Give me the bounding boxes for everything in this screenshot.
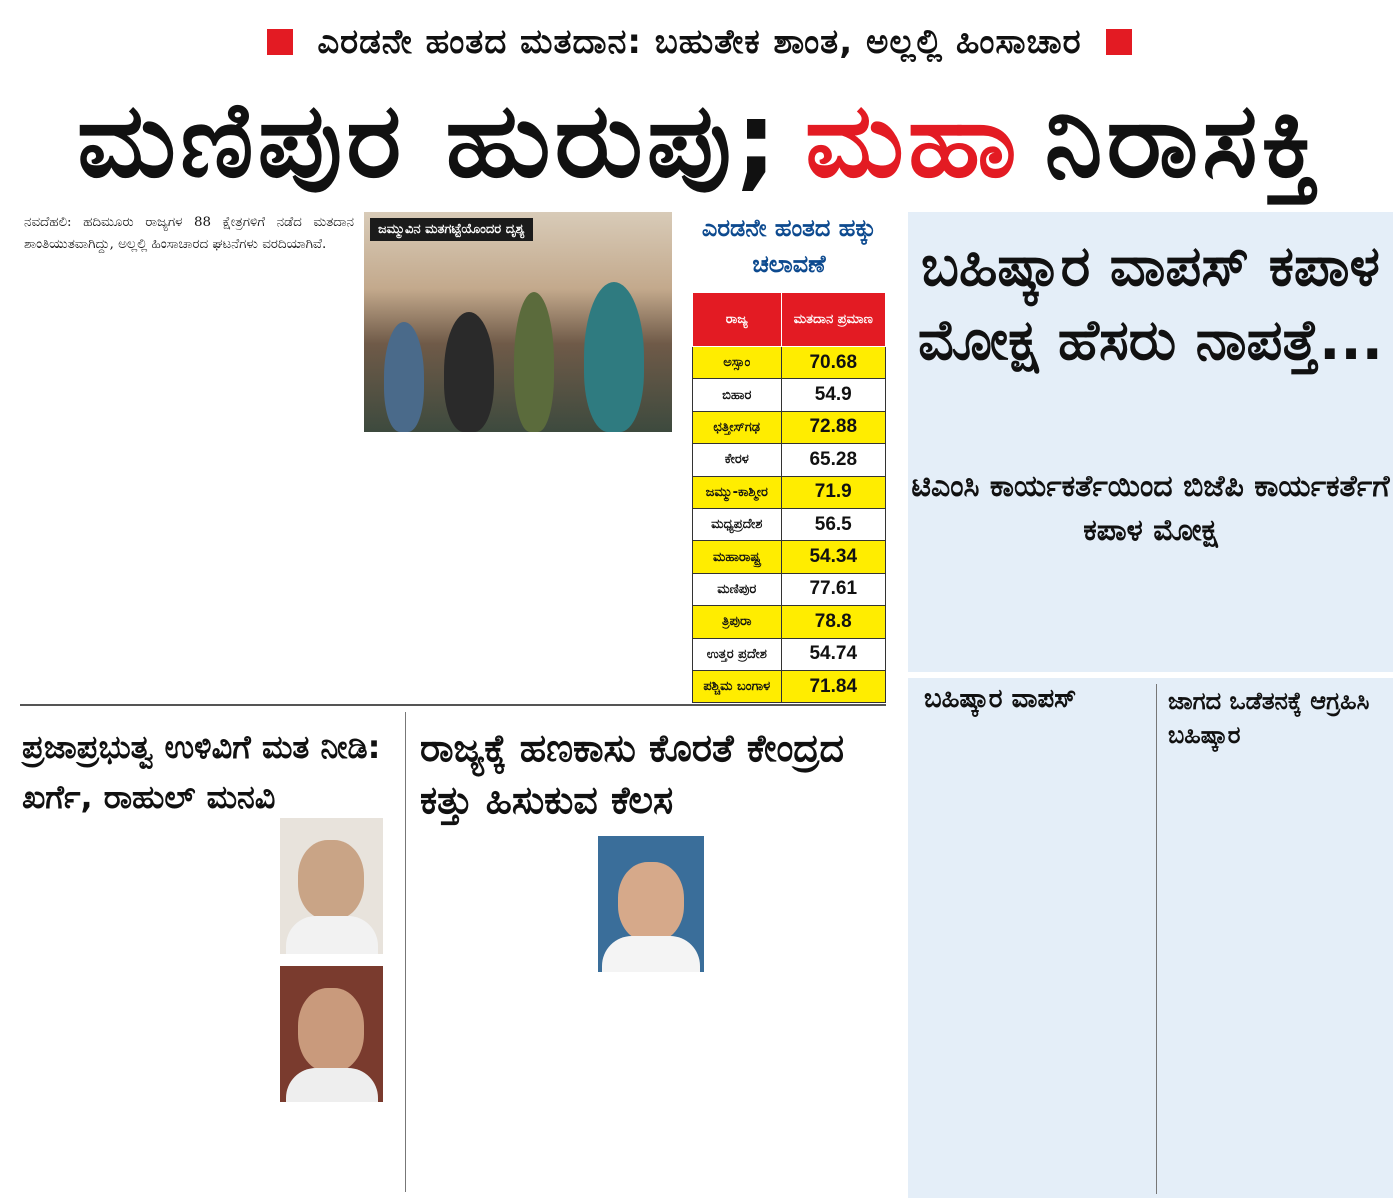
kicker-text: ಎರಡನೇ ಹಂತದ ಮತದಾನ: ಬಹುತೇಕ ಶಾಂತ, ಅಲ್ಲಲ್ಲಿ ಹಿಂಸಾಚಾರ bbox=[317, 22, 1082, 62]
table-title: ಎರಡನೇ ಹಂತದ ಹಕ್ಕು ಚಲಾವಣೆ bbox=[701, 214, 877, 278]
state-cell: ಮಣಿಪುರ bbox=[693, 573, 782, 605]
banner-part3: ನಿರಾಸಕ್ತಿ bbox=[1044, 78, 1323, 201]
sidebar-headline: ಬಹಿಷ್ಕಾರ ವಾಪಸ್ ಕಪಾಳ ಮೋಕ್ಷ ಹೆಸರು ನಾಪತ್ತೆ... bbox=[918, 234, 1383, 373]
red-square-icon bbox=[267, 29, 293, 55]
turnout-cell: 70.68 bbox=[781, 347, 885, 379]
turnout-table bbox=[692, 292, 886, 703]
boycott-headline-right: ಜಾಗದ ಒಡೆತನಕ್ಕೆ ಆಗ್ರಹಿಸಿ ಬಹಿಷ್ಕಾರ bbox=[1168, 687, 1370, 749]
red-square-icon bbox=[1106, 29, 1132, 55]
state-cell: ಉತ್ತರ ಪ್ರದೇಶ bbox=[693, 638, 782, 670]
mamata-photo bbox=[598, 836, 704, 972]
turnout-cell: 72.88 bbox=[781, 411, 885, 443]
boycott-headline-left: ಬಹಿಷ್ಕಾರ ವಾಪಸ್ bbox=[924, 684, 1077, 714]
table-row bbox=[693, 379, 886, 411]
figure-3 bbox=[514, 292, 554, 432]
turnout-cell: 77.61 bbox=[781, 573, 885, 605]
turnout-cell: 71.9 bbox=[781, 476, 885, 508]
table-row bbox=[693, 347, 886, 379]
figure-1 bbox=[384, 322, 424, 432]
state-cell: ಪಶ್ಚಿಮ ಬಂಗಾಳ bbox=[693, 670, 782, 702]
mamata-headline: ರಾಜ್ಯಕ್ಕೆ ಹಣಕಾಸು ಕೊರತೆ ಕೇಂದ್ರದ ಕತ್ತು ಹಿಸುಕುವ ಕೆಲಸ bbox=[420, 726, 845, 822]
figure-2 bbox=[444, 312, 494, 432]
turnout-cell: 78.8 bbox=[781, 606, 885, 638]
boycott-panel bbox=[908, 678, 1393, 1198]
kharge-headline: ಪ್ರಜಾಪ್ರಭುತ್ವ ಉಳಿವಿಗೆ ಮತ ನೀಡಿ: ಖರ್ಗೆ, ರಾಹುಲ್ ಮನವಿ bbox=[22, 728, 381, 816]
divider bbox=[20, 704, 886, 706]
state-cell: ಛತ್ತೀಸ್‌ಗಢ bbox=[693, 411, 782, 443]
state-cell: ತ್ರಿಪುರಾ bbox=[693, 606, 782, 638]
state-cell: ಬಿಹಾರ bbox=[693, 379, 782, 411]
sidebar-subhead: ಟಿಎಂಸಿ ಕಾರ್ಯಕರ್ತೆಯಿಂದ ಬಿಜೆಪಿ ಕಾರ್ಯಕರ್ತೆಗೆ ಕಪಾಳ ಮೋಕ್ಷ bbox=[911, 469, 1390, 548]
table-header-state: ರಾಜ್ಯ bbox=[693, 293, 782, 347]
table-row bbox=[693, 606, 886, 638]
state-cell: ಜಮ್ಮು-ಕಾಶ್ಮೀರ bbox=[693, 476, 782, 508]
photo-caption: ಜಮ್ಮುವಿನ ಮತಗಟ್ಟೆಯೊಂದರ ದೃಶ್ಯ bbox=[370, 218, 533, 241]
state-cell: ಮಹಾರಾಷ್ಟ್ರ bbox=[693, 541, 782, 573]
state-cell: ಅಸ್ಸಾಂ bbox=[693, 347, 782, 379]
table-row bbox=[693, 476, 886, 508]
column-divider bbox=[1156, 684, 1157, 1194]
table-row bbox=[693, 411, 886, 443]
table-row bbox=[693, 541, 886, 573]
turnout-cell: 71.84 bbox=[781, 670, 885, 702]
table-row bbox=[693, 444, 886, 476]
table-header-turnout: ಮತದಾನ ಪ್ರಮಾಣ bbox=[781, 293, 885, 347]
table-row bbox=[693, 670, 886, 702]
table-row bbox=[693, 638, 886, 670]
figure-4 bbox=[584, 282, 644, 432]
banner-part1: ಮಣಿಪುರ ಹುರುಪು; bbox=[77, 78, 781, 201]
turnout-cell: 56.5 bbox=[781, 508, 885, 540]
state-cell: ಮಧ್ಯಪ್ರದೇಶ bbox=[693, 508, 782, 540]
state-cell: ಕೇರಳ bbox=[693, 444, 782, 476]
turnout-cell: 54.34 bbox=[781, 541, 885, 573]
kharge-photo bbox=[280, 818, 383, 954]
banner-headline bbox=[20, 80, 1380, 200]
table-row bbox=[693, 508, 886, 540]
table-row bbox=[693, 573, 886, 605]
column-divider bbox=[405, 712, 406, 1192]
kicker bbox=[0, 12, 1399, 72]
main-story-col1: ನವದೆಹಲಿ: ಹದಿಮೂರು ರಾಜ್ಯಗಳ 88 ಕ್ಷೇತ್ರಗಳಿಗೆ ನಡೆದ ಮತದಾನ ಶಾಂತಿಯುತವಾಗಿದ್ದು, ಅಲ್ಲಲ್ಲಿ ಹಿಂಸಾಚಾರದ ಘಟನೆಗಳು ವರದಿಯಾಗಿವೆ. bbox=[24, 215, 354, 252]
banner-part2: ಮಹಾ bbox=[804, 78, 1021, 201]
turnout-cell: 65.28 bbox=[781, 444, 885, 476]
turnout-cell: 54.9 bbox=[781, 379, 885, 411]
turnout-cell: 54.74 bbox=[781, 638, 885, 670]
crowd-photo bbox=[364, 212, 672, 432]
rahul-photo bbox=[280, 966, 383, 1102]
